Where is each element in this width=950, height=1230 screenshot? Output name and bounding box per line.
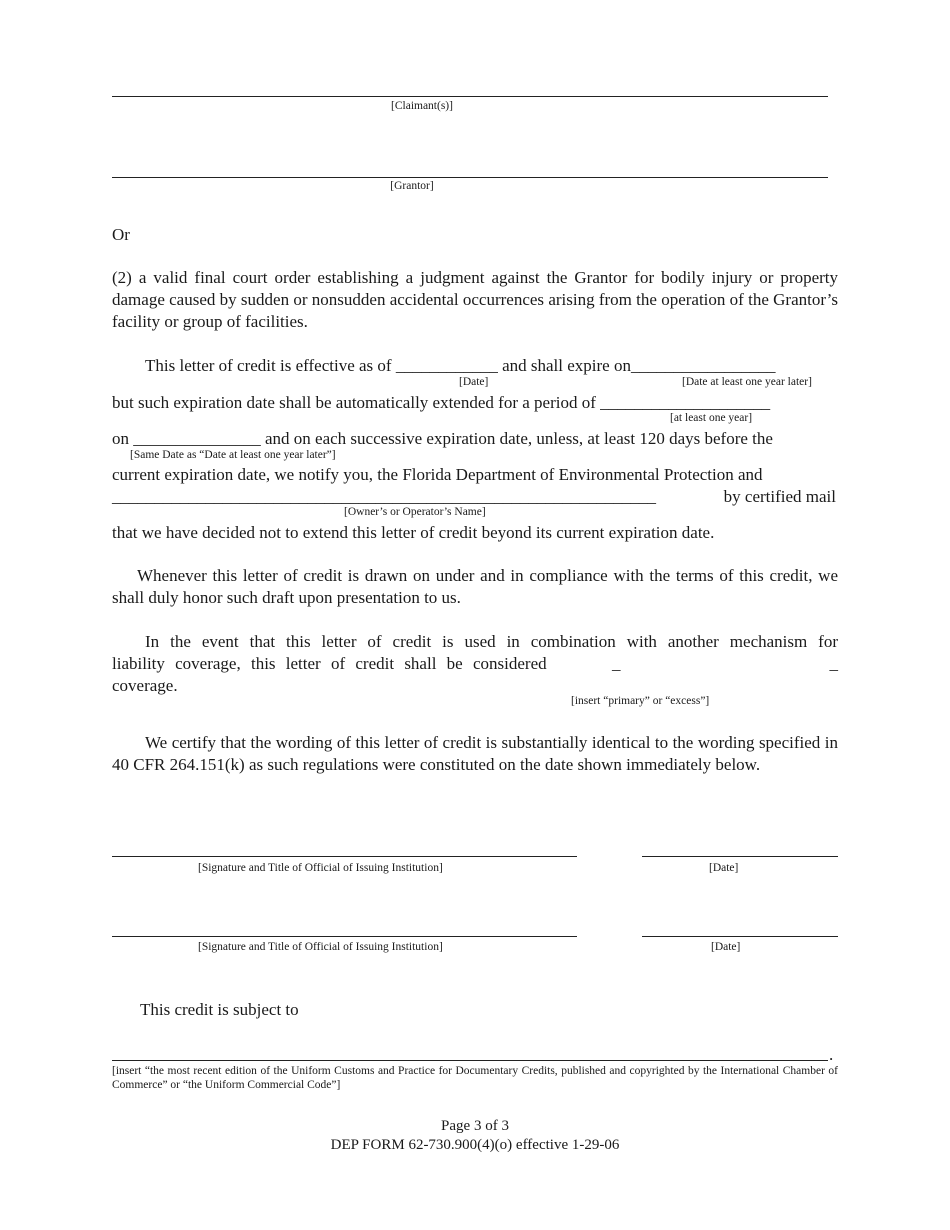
extend-text: but such expiration date shall be automatically extended for a period of	[112, 393, 596, 412]
primary-excess-label: [insert “primary” or “excess”]	[571, 695, 710, 707]
owner-line	[112, 486, 838, 508]
subject-label: [insert “the most recent edition of the Uniform Customs and Practice for Documentary Credits, published and copyrighted by the International Chamber of Commerce” or “the Uniform Commercial Code”]	[112, 1065, 838, 1091]
subject-text: This credit is subject to	[140, 1000, 299, 1019]
effective-text-2: and shall expire on	[502, 356, 631, 375]
date-line-2	[642, 936, 838, 937]
claimant-label: [Claimant(s)]	[391, 100, 453, 112]
whenever-paragraph: Whenever this letter of credit is drawn on under and in compliance with the terms of this credit, we shall duly honor such draft upon presentation to us.	[112, 566, 838, 607]
court-order-paragraph: (2) a valid final court order establishing a judgment against the Grantor for bodily injury or property damage caused by sudden or nonsudden accidental occurrences arising from the operation of the Grantor’s facility or group of facilities.	[112, 268, 838, 331]
page-number: Page 3 of 3	[441, 1118, 509, 1134]
owner-name-blank: ________________________________________________________________	[112, 487, 656, 506]
owner-name-label: [Owner’s or Operator’s Name]	[344, 506, 486, 518]
same-date-label: [Same Date as “Date at least one year later”]	[130, 449, 336, 461]
coverage-blank-left: _	[612, 654, 621, 673]
on-text: and on each successive expiration date, unless, at least 120 days before the	[265, 429, 773, 448]
date-line-1	[642, 856, 838, 857]
subject-line	[112, 1060, 828, 1061]
effective-line	[145, 355, 775, 377]
certify-paragraph: We certify that the wording of this letter of credit is substantially identical to the wording specified in 40 CFR 264.151(k) as such regulations were constituted on the date shown immediately below.	[112, 733, 838, 774]
effective-text-1: This letter of credit is effective as of	[145, 356, 392, 375]
on-prefix: on	[112, 429, 129, 448]
extend-line	[112, 392, 770, 414]
signature-line-2	[112, 936, 577, 937]
grantor-label: [Grantor]	[390, 180, 434, 192]
or-text: Or	[112, 225, 130, 244]
on-date-blank: _______________	[133, 429, 261, 448]
extend-period-label: [at least one year]	[670, 412, 753, 424]
effective-date-blank: ____________	[395, 356, 498, 375]
subject-period: .	[829, 1045, 834, 1064]
expire-date-blank: _________________	[630, 356, 776, 375]
event-paragraph-line2	[112, 653, 838, 675]
event-paragraph-line3: coverage.	[112, 676, 178, 695]
signature-line-1	[112, 856, 577, 857]
signature-label-2: [Signature and Title of Official of Issuing Institution]	[198, 941, 443, 953]
claimant-signature-line	[112, 96, 828, 97]
coverage-blank-right: _	[829, 654, 838, 673]
date-label-2: [Date]	[711, 941, 741, 953]
certified-mail-text: by certified mail	[723, 487, 836, 506]
decided-line: that we have decided not to extend this letter of credit beyond its current expiration date.	[112, 523, 715, 542]
form-number: DEP FORM 62-730.900(4)(o) effective 1-29-06	[330, 1137, 620, 1153]
effective-date-label: [Date]	[459, 376, 489, 388]
grantor-signature-line	[112, 177, 828, 178]
extend-period-blank: ____________________	[600, 393, 771, 412]
signature-label-1: [Signature and Title of Official of Issuing Institution]	[198, 862, 443, 874]
on-line	[112, 428, 773, 450]
notify-line: current expiration date, we notify you, the Florida Department of Environmental Protection and	[112, 465, 763, 484]
expire-date-label: [Date at least one year later]	[682, 376, 812, 388]
event-text: liability coverage, this letter of credit shall be considered	[112, 654, 547, 673]
date-label-1: [Date]	[709, 862, 739, 874]
event-paragraph-line1: In the event that this letter of credit is used in combination with another mechanism for	[145, 632, 838, 651]
